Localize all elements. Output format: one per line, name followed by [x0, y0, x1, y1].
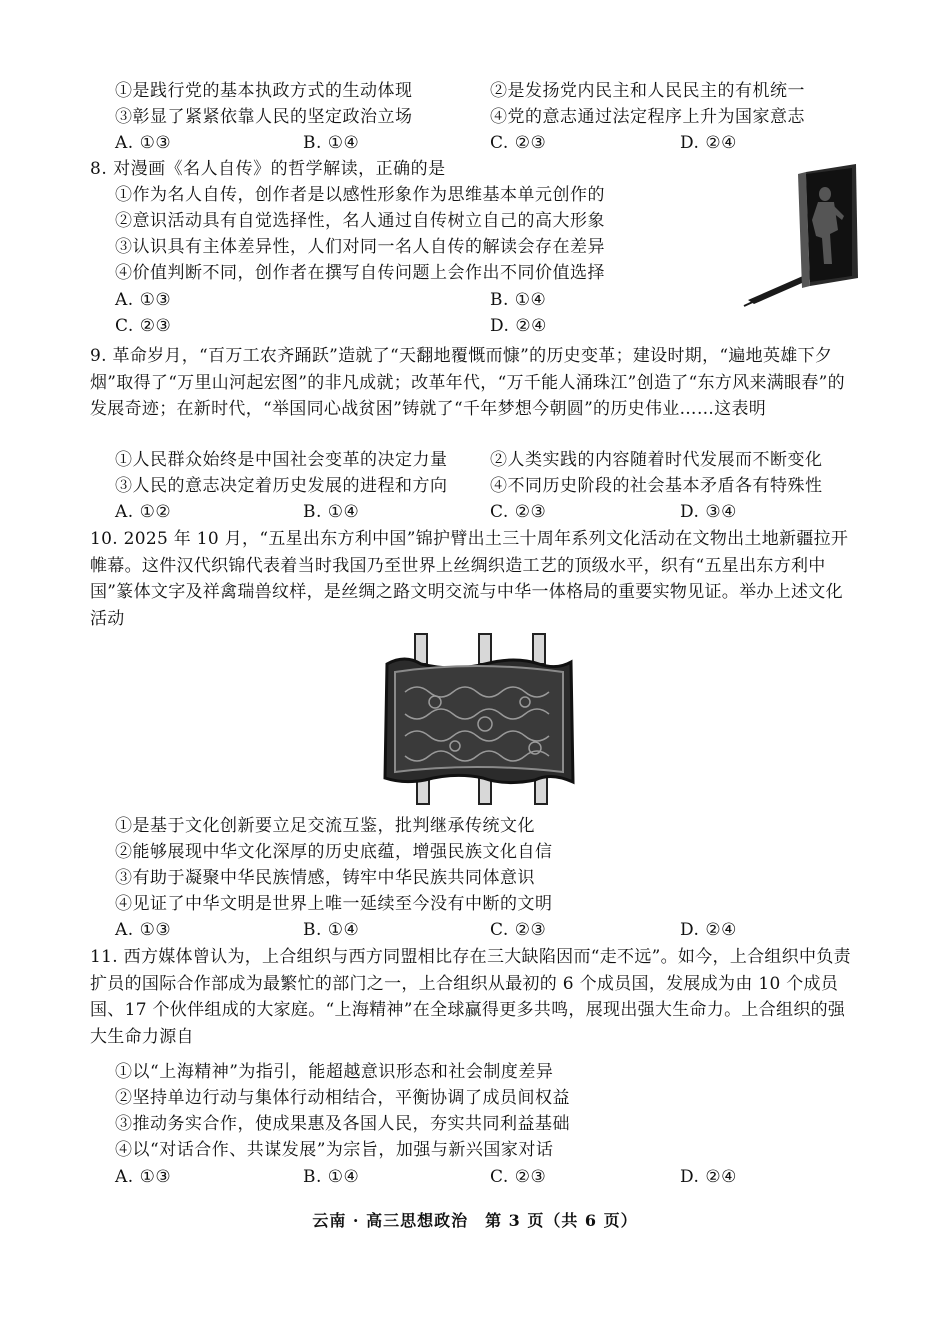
q11-choice-c: C. ②③: [490, 1167, 547, 1187]
q9-option-2: ②人类实践的内容随着时代发展而不断变化: [490, 450, 823, 470]
q10-stem: 10. 2025 年 10 月，“五星出东方利中国”锦护臂出土三十周年系列文化活动在文物出土地新疆拉开帷幕。这件汉代织锦代表着当时我国乃至世界上丝绸织造工艺的顶级水平，织有“五星出东方利中国”篆体文字及祥禽瑞兽纹样，是丝绸之路文明交流与中华一体格局的重要实物见证。举办上述文化活动: [90, 529, 849, 629]
q8-option-1: ①作为名人自传，创作者是以感性形象作为思维基本单元创作的: [115, 185, 605, 205]
q7-option-1: ①是践行党的基本执政方式的生动体现: [115, 81, 413, 101]
q11-choice-b: B. ①④: [303, 1167, 360, 1187]
q11-choice-a: A. ①③: [115, 1167, 172, 1187]
q9-option-3: ③人民的意志决定着历史发展的进程和方向: [115, 476, 448, 496]
q11-choice-d: D. ②④: [680, 1167, 737, 1187]
q10-option-4: ④见证了中华文明是世界上唯一延续至今没有中断的文明: [115, 894, 553, 914]
page-footer: 云南 · 高三思想政治 第 3 页（共 6 页）: [312, 1211, 638, 1230]
q7-option-3: ③彰显了紧紧依靠人民的坚定政治立场: [115, 107, 413, 127]
q9-option-4: ④不同历史阶段的社会基本矛盾各有特殊性: [490, 476, 823, 496]
q7-choice-a: A. ①③: [115, 133, 172, 153]
q9-choice-b: B. ①④: [303, 502, 360, 522]
q10-choice-c: C. ②③: [490, 920, 547, 940]
q9-choice-d: D. ③④: [680, 502, 737, 522]
q11-option-3: ③推动务实合作，使成果惠及各国人民，夯实共同利益基础: [115, 1114, 570, 1134]
q8-choice-c: C. ②③: [115, 316, 172, 336]
q10-choice-a: A. ①③: [115, 920, 172, 940]
q8-option-3: ③认识具有主体差异性，人们对同一名人自传的解读会存在差异: [115, 237, 605, 257]
q11-option-2: ②坚持单边行动与集体行动相结合，平衡协调了成员间权益: [115, 1088, 570, 1108]
q9-stem: 9. 革命岁月，“百万工农齐踊跃”造就了“天翻地覆慨而慷”的历史变革；建设时期，“遍地英雄下夕烟”取得了“万里山河起宏图”的非凡成就；改革年代，“万千能人涌珠江”创造了“东方风来满眼春”的发展奇迹；在新时代，“举国同心战贫困”铸就了“千年梦想今朝圆”的历史伟业……这表明: [90, 346, 845, 419]
q7-choice-d: D. ②④: [680, 133, 737, 153]
q11-option-4: ④以“对话合作、共谋发展”为宗旨，加强与新兴国家对话: [115, 1140, 554, 1160]
q10-option-3: ③有助于凝聚中华民族情感，铸牢中华民族共同体意识: [115, 868, 535, 888]
q7-option-2: ②是发扬党内民主和人民民主的有机统一: [490, 81, 805, 101]
q8-option-4: ④价值判断不同，创作者在撰写自传问题上会作出不同价值选择: [115, 263, 605, 283]
q9-choice-a: A. ①②: [115, 502, 172, 522]
q7-choice-b: B. ①④: [303, 133, 360, 153]
q10-option-2: ②能够展现中华文化深厚的历史底蕴，增强民族文化自信: [115, 842, 553, 862]
q10-choice-b: B. ①④: [303, 920, 360, 940]
q8-choice-d: D. ②④: [490, 316, 547, 336]
q8-option-2: ②意识活动具有自觉选择性，名人通过自传树立自己的高大形象: [115, 211, 605, 231]
q11-option-1: ①以“上海精神”为指引，能超越意识形态和社会制度差异: [115, 1062, 554, 1082]
q8-choice-b: B. ①④: [490, 290, 547, 310]
brocade-armguard-image: [375, 632, 580, 807]
q7-option-4: ④党的意志通过法定程序上升为国家意志: [490, 107, 805, 127]
q8-stem: 8. 对漫画《名人自传》的哲学解读，正确的是: [90, 159, 446, 179]
q8-choice-a: A. ①③: [115, 290, 172, 310]
q9-choice-c: C. ②③: [490, 502, 547, 522]
q9-option-1: ①人民群众始终是中国社会变革的决定力量: [115, 450, 448, 470]
q11-stem: 11. 西方媒体曾认为，上合组织与西方同盟相比存在三大缺陷因而“走不远”。如今，上合组织中负责扩员的国际合作部成为最繁忙的部门之一，上合组织从最初的 6 个成员国，发展成为由 10 个成员国、17 个伙伴组成的大家庭。“上海精神”在全球赢得更多共鸣，展现出强大生命力。上合组织的强大生命力源自: [90, 947, 851, 1047]
q10-option-1: ①是基于文化创新要立足交流互鉴，批判继承传统文化: [115, 816, 535, 836]
q10-choice-d: D. ②④: [680, 920, 737, 940]
q7-choice-c: C. ②③: [490, 133, 547, 153]
cartoon-autobiography-illustration: [740, 160, 870, 310]
